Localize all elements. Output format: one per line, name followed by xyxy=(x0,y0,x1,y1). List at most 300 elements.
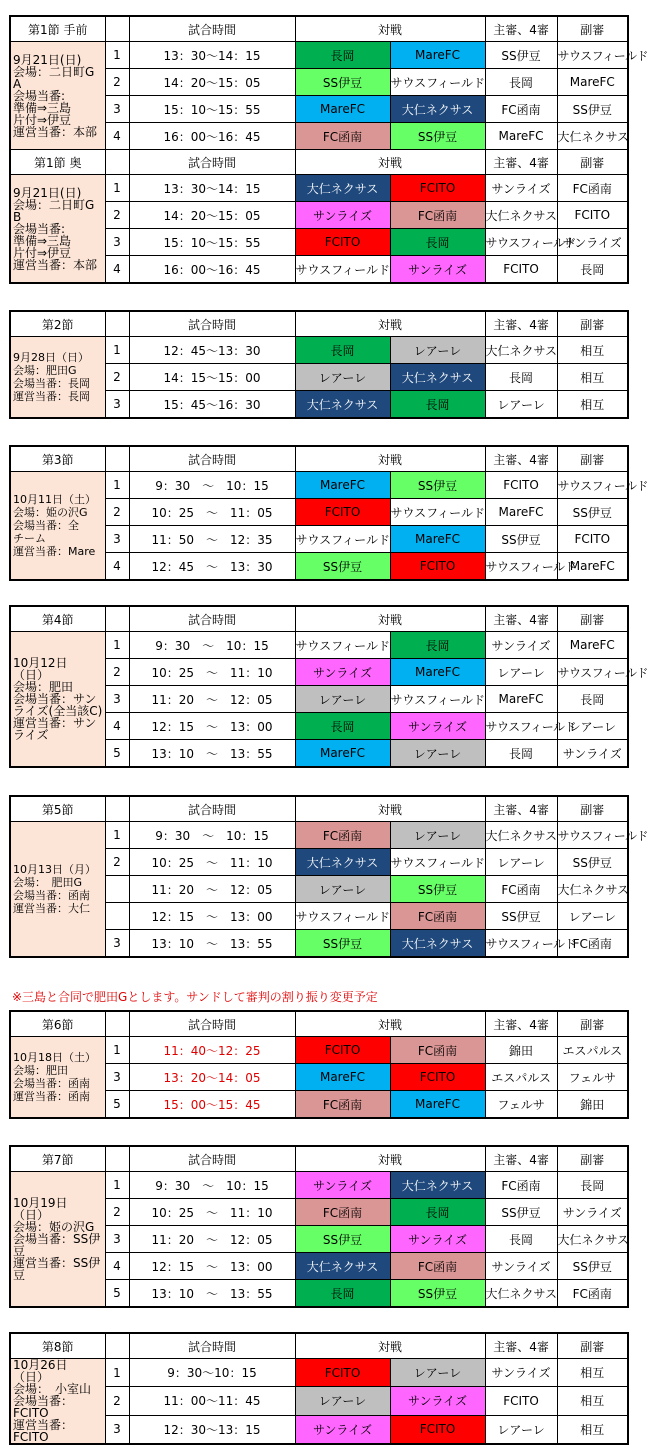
match-header: 対戦 xyxy=(295,1011,485,1037)
match-number: 2 xyxy=(105,849,129,876)
assistant-referee: 長岡 xyxy=(557,686,628,713)
assistant-header: 副審 xyxy=(557,606,628,632)
away-team: SS伊豆 xyxy=(390,123,485,150)
referee: FCITO xyxy=(485,472,557,499)
schedule-table xyxy=(9,795,648,958)
header-row xyxy=(10,16,628,42)
schedule-table xyxy=(9,1332,629,1445)
match-time: 9：30 〜 10：15 xyxy=(129,822,295,849)
away-team: 大仁ネクサス xyxy=(390,364,485,391)
match-time: 13：10 〜 13：55 xyxy=(129,930,295,958)
match-time: 10：25 〜 11：10 xyxy=(129,1199,295,1226)
match-time: 13：10 〜 13：55 xyxy=(129,1280,295,1308)
referee: サウスフィールド xyxy=(485,930,557,958)
away-team: 長岡 xyxy=(390,229,485,256)
match-row xyxy=(10,632,628,659)
match-number: 2 xyxy=(105,69,129,96)
referee: 大仁ネクサス xyxy=(485,337,557,364)
away-team: FCITO xyxy=(390,553,485,581)
match-time: 15：45〜16：30 xyxy=(129,391,295,419)
home-team: 大仁ネクサス xyxy=(295,391,390,419)
away-team: サウスフィールド xyxy=(390,849,485,876)
round-title: 第2節 xyxy=(10,311,105,337)
match-header: 対戦 xyxy=(295,1146,485,1172)
away-team: FC函南 xyxy=(390,903,485,930)
away-team: サウスフィールド xyxy=(390,499,485,526)
match-time: 13：10 〜 13：55 xyxy=(129,740,295,768)
assistant-header: 副審 xyxy=(557,1011,628,1037)
referee: 長岡 xyxy=(485,1226,557,1253)
assistant-referee: FCITO xyxy=(557,202,628,229)
home-team: MareFC xyxy=(295,96,390,123)
round-info-text: 9月21日(日) 会場：二日町G B 会場当番: 準備⇒三島 片付⇒伊豆 運営当番：本部 xyxy=(13,185,98,272)
away-team: SS伊豆 xyxy=(390,472,485,499)
assistant-header: 副審 xyxy=(557,311,628,337)
header-row xyxy=(10,311,628,337)
match-number: 1 xyxy=(105,42,129,69)
referee: 長岡 xyxy=(485,69,557,96)
match-number: 3 xyxy=(105,229,129,256)
away-team: 長岡 xyxy=(390,391,485,419)
assistant-referee: 相互 xyxy=(557,1359,628,1387)
assistant-header: 副審 xyxy=(557,446,628,472)
match-time: 11：20 〜 12：05 xyxy=(129,876,295,903)
round-info-text: 10月12日（日） 会場：肥田 会場当番：サンライズ(全当該C) 運営当番：サンライズ xyxy=(13,656,103,742)
home-team: SS伊豆 xyxy=(295,1226,390,1253)
match-number: 1 xyxy=(105,1037,129,1064)
round-title: 第7節 xyxy=(10,1146,105,1172)
assistant-referee: 相互 xyxy=(557,364,628,391)
match-time: 16：00〜16：45 xyxy=(129,256,295,284)
match-header: 対戦 xyxy=(295,446,485,472)
schedule-table xyxy=(9,1010,629,1119)
away-team: 長岡 xyxy=(390,1199,485,1226)
match-number: 1 xyxy=(105,1359,129,1387)
match-time: 11：20 〜 12：05 xyxy=(129,1226,295,1253)
home-team: FC函南 xyxy=(295,1199,390,1226)
referee: レアーレ xyxy=(485,1415,557,1444)
round-info-text: 10月13日（月） 会場： 肥田G 会場当番：函南 運営当番：大仁 xyxy=(13,863,96,915)
referee: FCITO xyxy=(485,1387,557,1415)
home-team: SS伊豆 xyxy=(295,69,390,96)
match-time: 14：20〜15：05 xyxy=(129,69,295,96)
away-team: 大仁ネクサス xyxy=(390,1172,485,1199)
match-number: 3 xyxy=(105,96,129,123)
referee: 大仁ネクサス xyxy=(485,1280,557,1308)
match-time: 9：30 〜 10：15 xyxy=(129,1172,295,1199)
referee: 長岡 xyxy=(485,364,557,391)
header-row xyxy=(10,150,628,175)
away-team: 長岡 xyxy=(390,632,485,659)
match-header: 対戦 xyxy=(295,1333,485,1359)
away-team: サンライズ xyxy=(390,713,485,740)
match-time: 9：30 〜 10：15 xyxy=(129,472,295,499)
referee-header: 主審、4審 xyxy=(485,446,557,472)
referee: MareFC xyxy=(485,123,557,150)
home-team: サンライズ xyxy=(295,202,390,229)
assistant-referee: FCITO xyxy=(557,526,628,553)
away-team: レアーレ xyxy=(390,740,485,768)
match-row xyxy=(10,1172,628,1199)
home-team: MareFC xyxy=(295,1064,390,1091)
referee: サンライズ xyxy=(485,1359,557,1387)
away-team: SS伊豆 xyxy=(390,876,485,903)
match-time: 12：45 〜 13：30 xyxy=(129,553,295,581)
away-team: MareFC xyxy=(390,659,485,686)
referee: サンライズ xyxy=(485,1253,557,1280)
assistant-referee: 大仁ネクサス xyxy=(557,1226,628,1253)
referee: レアーレ xyxy=(485,391,557,419)
match-header: 対戦 xyxy=(295,796,485,822)
assistant-referee: FC函南 xyxy=(557,1280,628,1308)
away-team: FC函南 xyxy=(390,202,485,229)
referee: サウスフィールド xyxy=(485,229,557,256)
match-number: 2 xyxy=(105,364,129,391)
home-team: サウスフィールド xyxy=(295,526,390,553)
schedule-table xyxy=(9,1145,629,1308)
home-team: 大仁ネクサス xyxy=(295,1253,390,1280)
match-number: 3 xyxy=(105,686,129,713)
referee-header: 主審、4審 xyxy=(485,150,557,175)
assistant-referee: MareFC xyxy=(557,553,628,581)
match-number: 2 xyxy=(105,659,129,686)
round-info xyxy=(10,1172,105,1308)
assistant-header: 副審 xyxy=(557,1146,628,1172)
match-row xyxy=(10,175,628,202)
referee: フェルサ xyxy=(485,1091,557,1119)
match-time-header: 試合時間 xyxy=(129,16,295,42)
match-time: 14：15〜15：00 xyxy=(129,364,295,391)
referee: FC函南 xyxy=(485,876,557,903)
referee: MareFC xyxy=(485,686,557,713)
referee: MareFC xyxy=(485,499,557,526)
match-time: 12：15 〜 13：00 xyxy=(129,1253,295,1280)
match-time-header: 試合時間 xyxy=(129,796,295,822)
assistant-header: 副審 xyxy=(557,150,628,175)
assistant-referee: サウスフィールド xyxy=(557,822,628,849)
assistant-referee: 大仁ネクサス xyxy=(557,876,628,903)
match-number: 4 xyxy=(105,123,129,150)
match-time-header: 試合時間 xyxy=(129,1011,295,1037)
round-info-text: 10月18日（土） 会場：肥田 会場当番：函南 運営当番：函南 xyxy=(13,1051,96,1103)
away-team: MareFC xyxy=(390,1091,485,1119)
match-number: 1 xyxy=(105,472,129,499)
away-team: レアーレ xyxy=(390,1359,485,1387)
match-number xyxy=(105,903,129,930)
match-row xyxy=(10,822,628,849)
round-info-text: 10月19日（日） 会場：姫の沢G 会場当番：SS伊豆 運営当番：SS伊豆 xyxy=(13,1196,101,1282)
match-time: 9：30〜10：15 xyxy=(129,1359,295,1387)
away-team: サンライズ xyxy=(390,256,485,284)
away-team: レアーレ xyxy=(390,337,485,364)
match-time: 13：30〜14：15 xyxy=(129,175,295,202)
match-number: 3 xyxy=(105,391,129,419)
match-number: 4 xyxy=(105,553,129,581)
match-number-header xyxy=(105,311,129,337)
away-team: FC函南 xyxy=(390,1253,485,1280)
referee: SS伊豆 xyxy=(485,526,557,553)
referee: SS伊豆 xyxy=(485,903,557,930)
match-time: 12：15 〜 13：00 xyxy=(129,713,295,740)
referee-header: 主審、4審 xyxy=(485,1011,557,1037)
match-row xyxy=(10,337,628,364)
round-title: 第1節 手前 xyxy=(10,16,105,42)
match-number-header xyxy=(105,1333,129,1359)
match-time: 16：00〜16：45 xyxy=(129,123,295,150)
home-team: 長岡 xyxy=(295,42,390,69)
assistant-referee: レアーレ xyxy=(557,713,628,740)
header-row xyxy=(10,606,628,632)
assistant-header: 副審 xyxy=(557,796,628,822)
away-team: FCITO xyxy=(390,1415,485,1444)
header-row xyxy=(10,1146,628,1172)
home-team: FC函南 xyxy=(295,822,390,849)
match-number-header xyxy=(105,606,129,632)
assistant-referee: エスパルス xyxy=(557,1037,628,1064)
away-team: レアーレ xyxy=(390,822,485,849)
away-team: サウスフィールド xyxy=(390,69,485,96)
assistant-referee: 相互 xyxy=(557,337,628,364)
assistant-referee: 相互 xyxy=(557,1387,628,1415)
match-number: 2 xyxy=(105,202,129,229)
home-team: FC函南 xyxy=(295,1091,390,1119)
referee-header: 主審、4審 xyxy=(485,16,557,42)
schedule-table xyxy=(9,15,648,284)
match-time-header: 試合時間 xyxy=(129,311,295,337)
match-header: 対戦 xyxy=(295,311,485,337)
referee: サウスフィールド xyxy=(485,553,557,581)
header-row xyxy=(10,446,628,472)
assistant-referee: FC函南 xyxy=(557,930,628,958)
referee: 錦田 xyxy=(485,1037,557,1064)
match-number-header xyxy=(105,796,129,822)
home-team: 大仁ネクサス xyxy=(295,849,390,876)
match-number: 3 xyxy=(105,1064,129,1091)
away-team: MareFC xyxy=(390,526,485,553)
match-time: 15：00〜15：45 xyxy=(129,1091,295,1119)
match-row xyxy=(10,1037,628,1064)
round-info xyxy=(10,472,105,581)
match-number: 3 xyxy=(105,930,129,958)
match-time-header: 試合時間 xyxy=(129,1333,295,1359)
match-number: 1 xyxy=(105,1172,129,1199)
referee: FC函南 xyxy=(485,1172,557,1199)
assistant-referee: SS伊豆 xyxy=(557,96,628,123)
referee: レアーレ xyxy=(485,659,557,686)
assistant-referee: MareFC xyxy=(557,632,628,659)
referee: FC函南 xyxy=(485,96,557,123)
match-time: 15：10〜15：55 xyxy=(129,229,295,256)
round-info-text: 9月21日(日) 会場：二日町G A 会場当番: 準備⇒三島 片付⇒伊豆 運営当番：本部 xyxy=(13,52,98,139)
match-number-header xyxy=(105,150,129,175)
away-team: サンライズ xyxy=(390,1387,485,1415)
home-team: SS伊豆 xyxy=(295,553,390,581)
header-row xyxy=(10,796,628,822)
away-team: MareFC xyxy=(390,42,485,69)
assistant-referee: 長岡 xyxy=(557,1172,628,1199)
match-number: 2 xyxy=(105,1387,129,1415)
assistant-referee: SS伊豆 xyxy=(557,1253,628,1280)
match-number-header xyxy=(105,1011,129,1037)
away-team: FCITO xyxy=(390,1064,485,1091)
away-team: サンライズ xyxy=(390,1226,485,1253)
match-number: 1 xyxy=(105,337,129,364)
match-number: 5 xyxy=(105,740,129,768)
assistant-referee: レアーレ xyxy=(557,903,628,930)
schedule-table xyxy=(9,310,629,419)
home-team: FCITO xyxy=(295,229,390,256)
match-header: 対戦 xyxy=(295,606,485,632)
home-team: FCITO xyxy=(295,1359,390,1387)
match-number: 4 xyxy=(105,1253,129,1280)
referee: 大仁ネクサス xyxy=(485,822,557,849)
round-info xyxy=(10,1037,105,1119)
home-team: FCITO xyxy=(295,1037,390,1064)
home-team: レアーレ xyxy=(295,1387,390,1415)
referee-header: 主審、4審 xyxy=(485,1333,557,1359)
home-team: 大仁ネクサス xyxy=(295,175,390,202)
round-info-text: 10月11日（土） 会場：姫の沢G 会場当番：全 チーム 運営当番：Mare xyxy=(13,493,96,558)
match-number xyxy=(105,876,129,903)
referee-header: 主審、4審 xyxy=(485,311,557,337)
away-team: FCITO xyxy=(390,175,485,202)
assistant-header: 副審 xyxy=(557,1333,628,1359)
away-team: 大仁ネクサス xyxy=(390,96,485,123)
referee: 長岡 xyxy=(485,740,557,768)
away-team: 大仁ネクサス xyxy=(390,930,485,958)
match-time: 12：45〜13：30 xyxy=(129,337,295,364)
match-time: 10：25 〜 11：05 xyxy=(129,499,295,526)
home-team: MareFC xyxy=(295,740,390,768)
round-title: 第1節 奥 xyxy=(10,150,105,175)
round-info xyxy=(10,632,105,768)
referee-header: 主審、4審 xyxy=(485,796,557,822)
assistant-referee: フェルサ xyxy=(557,1064,628,1091)
assistant-referee: サンライズ xyxy=(557,229,628,256)
match-header: 対戦 xyxy=(295,16,485,42)
referee: SS伊豆 xyxy=(485,42,557,69)
home-team: サウスフィールド xyxy=(295,903,390,930)
match-number-header xyxy=(105,1146,129,1172)
match-number: 2 xyxy=(105,499,129,526)
assistant-referee: MareFC xyxy=(557,69,628,96)
home-team: サンライズ xyxy=(295,1415,390,1444)
schedule-table xyxy=(9,605,648,768)
header-row xyxy=(10,1333,628,1359)
match-row xyxy=(10,42,628,69)
home-team: サンライズ xyxy=(295,659,390,686)
match-number: 3 xyxy=(105,1226,129,1253)
match-time-header: 試合時間 xyxy=(129,1146,295,1172)
header-row xyxy=(10,1011,628,1037)
home-team: FCITO xyxy=(295,499,390,526)
match-number: 4 xyxy=(105,713,129,740)
match-time: 12：30〜13：15 xyxy=(129,1415,295,1444)
round-info xyxy=(10,42,105,150)
home-team: 長岡 xyxy=(295,337,390,364)
round-title: 第5節 xyxy=(10,796,105,822)
round-info xyxy=(10,822,105,958)
match-number: 3 xyxy=(105,526,129,553)
assistant-referee: サウスフィールド xyxy=(557,42,628,69)
assistant-referee: FC函南 xyxy=(557,175,628,202)
round-info xyxy=(10,337,105,419)
match-time: 15：10〜15：55 xyxy=(129,96,295,123)
home-team: サンライズ xyxy=(295,1172,390,1199)
match-number: 1 xyxy=(105,175,129,202)
match-time-header: 試合時間 xyxy=(129,150,295,175)
schedule-table xyxy=(9,445,648,581)
match-time-header: 試合時間 xyxy=(129,606,295,632)
match-time: 14：20〜15：05 xyxy=(129,202,295,229)
assistant-referee: SS伊豆 xyxy=(557,499,628,526)
assistant-referee: 相互 xyxy=(557,1415,628,1444)
round-title: 第8節 xyxy=(10,1333,105,1359)
round-info xyxy=(10,175,105,284)
referee-header: 主審、4審 xyxy=(485,606,557,632)
match-time: 11：00〜11：45 xyxy=(129,1387,295,1415)
assistant-referee: 相互 xyxy=(557,391,628,419)
assistant-referee: サンライズ xyxy=(557,740,628,768)
match-time-header: 試合時間 xyxy=(129,446,295,472)
match-number: 5 xyxy=(105,1280,129,1308)
match-time: 11：20 〜 12：05 xyxy=(129,686,295,713)
round-title: 第3節 xyxy=(10,446,105,472)
match-time: 11：50 〜 12：35 xyxy=(129,526,295,553)
match-time: 11：40〜12：25 xyxy=(129,1037,295,1064)
match-row xyxy=(10,472,628,499)
round-title: 第6節 xyxy=(10,1011,105,1037)
match-time: 9：30 〜 10：15 xyxy=(129,632,295,659)
match-number: 2 xyxy=(105,1199,129,1226)
away-team: SS伊豆 xyxy=(390,1280,485,1308)
round-title: 第4節 xyxy=(10,606,105,632)
match-time: 13：30〜14：15 xyxy=(129,42,295,69)
home-team: 長岡 xyxy=(295,713,390,740)
match-number: 1 xyxy=(105,632,129,659)
assistant-referee: 大仁ネクサス xyxy=(557,123,628,150)
match-number-header xyxy=(105,446,129,472)
assistant-referee: 長岡 xyxy=(557,256,628,284)
referee: SS伊豆 xyxy=(485,1199,557,1226)
home-team: SS伊豆 xyxy=(295,930,390,958)
referee: レアーレ xyxy=(485,849,557,876)
schedule-note: ※三島と合同で肥田Gとします。サンドして審判の割り振り変更予定 xyxy=(12,990,378,1004)
home-team: FC函南 xyxy=(295,123,390,150)
match-number: 3 xyxy=(105,1415,129,1444)
away-team: FC函南 xyxy=(390,1037,485,1064)
home-team: 長岡 xyxy=(295,1280,390,1308)
assistant-referee: SS伊豆 xyxy=(557,849,628,876)
home-team: サウスフィールド xyxy=(295,632,390,659)
match-number: 1 xyxy=(105,822,129,849)
home-team: レアーレ xyxy=(295,686,390,713)
round-info-text: 10月26日（日） 会場： 小室山 会場当番：FCITO 運営当番：FCITO xyxy=(13,1358,92,1444)
match-number: 4 xyxy=(105,256,129,284)
round-info-text: 9月28日（日） 会場：肥田G 会場当番：長岡 運営当番：長岡 xyxy=(13,351,90,403)
assistant-referee: サウスフィールド xyxy=(557,472,628,499)
home-team: レアーレ xyxy=(295,876,390,903)
referee: サウスフィールド xyxy=(485,713,557,740)
match-number-header xyxy=(105,16,129,42)
assistant-referee: 錦田 xyxy=(557,1091,628,1119)
referee: サンライズ xyxy=(485,632,557,659)
home-team: MareFC xyxy=(295,472,390,499)
assistant-header: 副審 xyxy=(557,16,628,42)
match-time: 13：20〜14：05 xyxy=(129,1064,295,1091)
referee: サンライズ xyxy=(485,175,557,202)
referee: FCITO xyxy=(485,256,557,284)
